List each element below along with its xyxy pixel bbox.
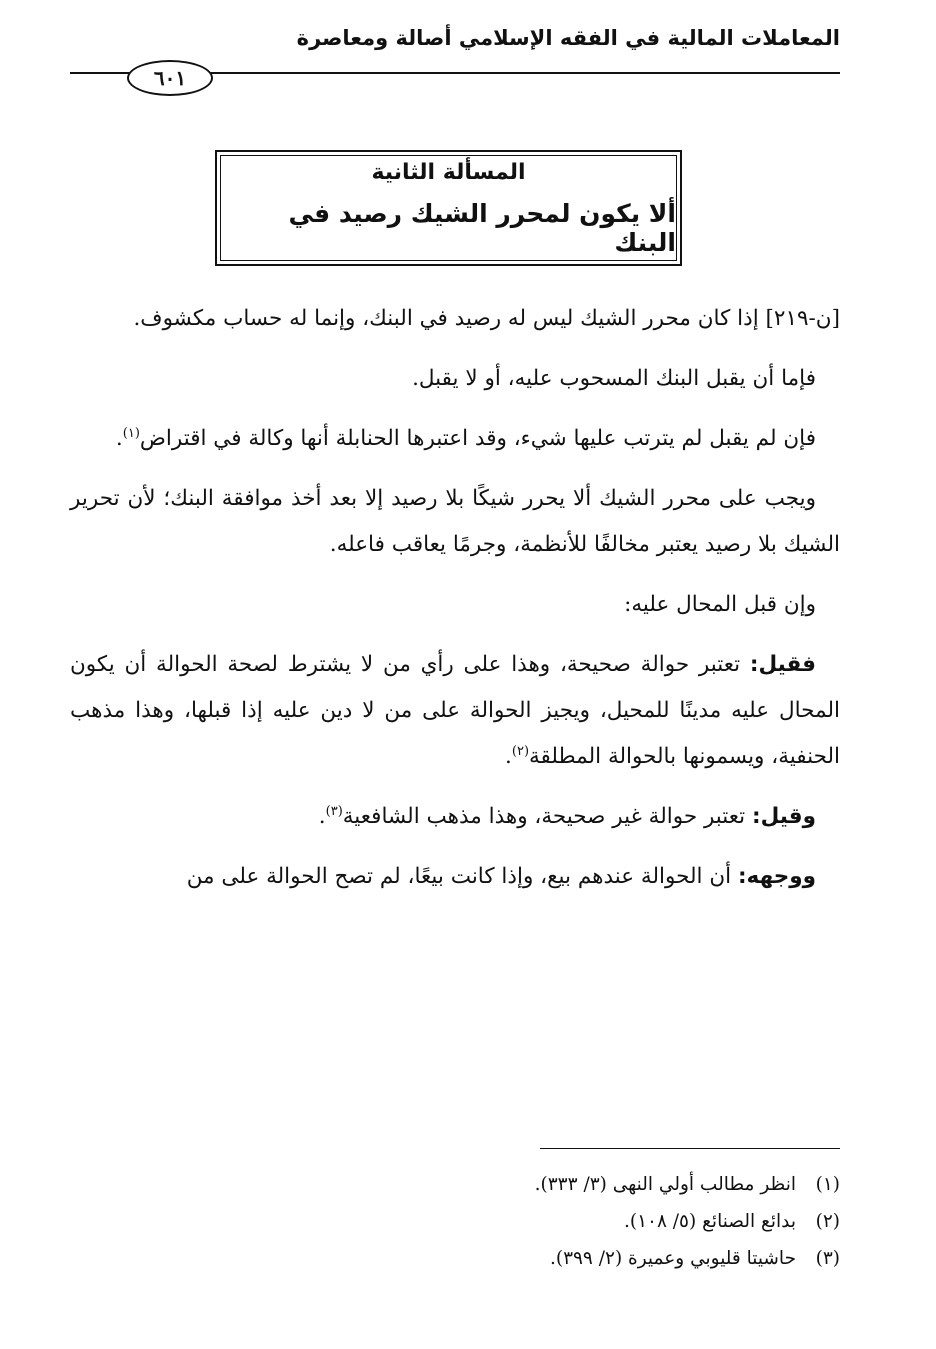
footnote-separator [540, 1148, 840, 1149]
paragraph-6: فقيل: تعتبر حوالة صحيحة، وهذا على رأي من لا يشترط لصحة الحوالة أن يكون المحال عليه مدينًا للمحيل، ويجيز الحوالة على من لا دين عليه إذا قبلها، وهذا مذهب الحنفية، ويسمونها بالحوالة المطلقة$^{(٢)}$. [70, 652, 840, 769]
footnote-3-text: حاشيتا قليوبي وعميرة (٢/ ٣٩٩). [549, 1248, 796, 1269]
paragraph-2 [70, 356, 840, 402]
section-title-box [215, 150, 682, 266]
paragraph-5 [70, 582, 840, 628]
paragraph-6-lead: فقيل: [749, 652, 816, 677]
paragraph-8-text: أن الحوالة عندهم بيع، وإذا كانت بيعًا، لم تصح الحوالة على من [186, 864, 732, 889]
paragraph-8 [70, 854, 840, 900]
footnotes [70, 1166, 840, 1277]
paragraph-4-text: ويجب على محرر الشيك ألا يحرر شيكًا بلا رصيد إلا بعد أخذ موافقة البنك؛ لأن تحرير الشيك بلا رصيد يعتبر مخالفًا للأنظمة، وجرمًا يعاقب فاعله. [70, 486, 840, 557]
main-text [70, 296, 840, 914]
paragraph-2-text: فإما أن يقبل البنك المسحوب عليه، أو لا يقبل. [412, 366, 816, 391]
running-header-title: المعاملات المالية في الفقه الإسلامي أصالة ومعاصرة [296, 26, 840, 50]
paragraph-7-lead: وقيل: [751, 804, 816, 829]
paragraph-1 [70, 296, 840, 342]
paragraph-5-text: وإن قبل المحال عليه: [624, 592, 816, 617]
paragraph-6-text: تعتبر حوالة صحيحة، وهذا على رأي من لا يشترط لصحة الحوالة أن يكون المحال عليه مدينًا للمحيل، ويجيز الحوالة على من لا دين عليه إذا قبلها، وهذا مذهب الحنفية، ويسمونها بالحوالة المطلقة [70, 652, 840, 769]
paragraph-7-text: تعتبر حوالة غير صحيحة، وهذا مذهب الشافعية [342, 804, 746, 829]
footnote-1-number: (١) [815, 1174, 840, 1195]
section-title-frame [220, 155, 677, 261]
footnote-ref-1: (١) [122, 425, 140, 441]
paragraph-3-text: فإن لم يقبل لم يترتب عليها شيء، وقد اعتبرها الحنابلة أنها وكالة في اقتراض [139, 426, 816, 451]
footnote-ref-3: (٣) [325, 803, 343, 819]
footnote-3-number: (٣) [815, 1248, 840, 1269]
paragraph-1-text: [ن-٢١٩] إذا كان محرر الشيك ليس له رصيد في البنك، وإنما له حساب مكشوف. [133, 306, 840, 331]
page-number: ٦٠١ [127, 60, 213, 96]
footnote-ref-2: (٢) [511, 743, 530, 759]
paragraph-7: وقيل: تعتبر حوالة غير صحيحة، وهذا مذهب الشافعية$^{(٣)}$. [318, 803, 816, 829]
footnote-2 [70, 1203, 840, 1240]
paragraph-4 [70, 476, 840, 568]
footnote-3 [70, 1240, 840, 1277]
section-subtitle: ألا يكون لمحرر الشيك رصيد في البنك [288, 198, 676, 257]
footnote-2-text: بدائع الصنائع (٥/ ١٠٨). [624, 1211, 796, 1232]
footnote-2-number: (٢) [815, 1211, 840, 1232]
footnote-1-text: انظر مطالب أولي النهى (٣/ ٣٣٣). [534, 1174, 796, 1195]
section-title: المسألة الثانية [371, 159, 526, 185]
footnote-1 [70, 1166, 840, 1203]
paragraph-8-lead: ووجهه: [737, 864, 816, 889]
paragraph-3: فإن لم يقبل لم يترتب عليها شيء، وقد اعتبرها الحنابلة أنها وكالة في اقتراض$^{(١)}$. [115, 425, 816, 451]
